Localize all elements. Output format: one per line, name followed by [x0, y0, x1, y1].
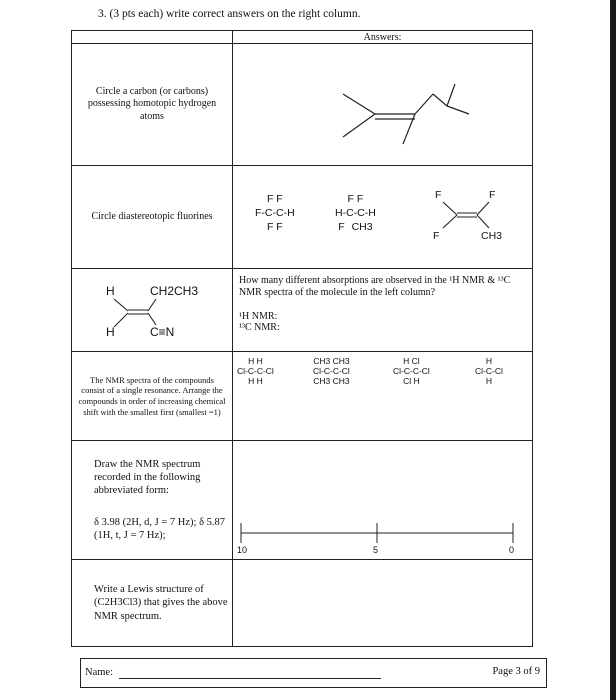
footer-box: [80, 658, 547, 688]
c1-top: H H: [248, 356, 263, 366]
c1-middle: Cl-C-C-Cl: [237, 366, 274, 376]
mol3-f-top-left: F: [435, 189, 442, 201]
h-nmr-label: ¹H NMR:: [239, 311, 278, 322]
acrylonitrile-structure: [72, 269, 232, 351]
mol1-bottom: F F: [266, 221, 283, 233]
tetrachloroethane-structure: [393, 356, 430, 386]
question-heading: [98, 8, 361, 20]
axis-label-5: 5: [373, 545, 379, 555]
bond-isopropyl-1: [433, 94, 447, 106]
row4-prompt-text: The NMR spectra of the compounds consist of a single resonance. Arrange the compounds in order of increasing chemical shift with the smallest first (smallest =1): [78, 374, 226, 417]
dichloro-tetramethylethane-structure: [313, 356, 350, 386]
row4-prompt: [72, 352, 233, 441]
question-text: (3 pts each) write correct answers on the right column.: [109, 8, 361, 20]
c4-bottom: H: [485, 376, 492, 386]
header-left-cell: [72, 31, 233, 44]
dichloromethane-structure: [475, 356, 503, 386]
difluoroalkene-bonds: [429, 188, 519, 248]
nmr-drawing-area[interactable]: [233, 441, 533, 560]
c4-top: H: [485, 356, 492, 366]
row1-answer-cell[interactable]: [233, 44, 533, 166]
row4-answer-cell[interactable]: [233, 352, 533, 441]
row6-prompt: [72, 560, 233, 647]
lewis-structure-answer-area[interactable]: [233, 560, 533, 647]
mol2-bottom-f: F: [338, 221, 345, 233]
bond-left-upper: [343, 94, 375, 114]
c2-bottom: CH3 CH3: [313, 376, 350, 386]
axis-label-0: 0: [509, 545, 515, 555]
bond-right-upper: [415, 94, 433, 114]
c1-bottom: H H: [248, 376, 263, 386]
row2-answer-cell[interactable]: [233, 166, 533, 269]
mol2-middle: H-C-C-H: [335, 207, 376, 219]
axis-label-10: 10: [237, 545, 248, 555]
mol2-bottom-ch3: CH3: [351, 221, 373, 233]
page-number: Page 3 of 9: [492, 666, 540, 677]
row3-answer-cell[interactable]: [233, 269, 533, 352]
question-number: 3.: [98, 8, 107, 20]
c-nmr-label: ¹³C NMR:: [239, 322, 280, 333]
c2-middle: Cl-C-C-Cl: [313, 366, 350, 376]
alkene-skeletal-structure: [233, 44, 533, 162]
nmr-question-text: How many different absorptions are observed in the ¹H NMR & ¹³C NMR spectra of the molecule in the left column?: [239, 275, 511, 298]
answer-table: [71, 30, 533, 647]
difluoro-propane-structure: [335, 192, 376, 234]
row5-nmr-data: δ 3.98 (2H, d, J = 7 Hz); δ 5.87 (1H, t, J = 7 Hz);: [94, 516, 226, 541]
row5-prompt: [72, 441, 233, 560]
name-input-line[interactable]: [119, 678, 381, 679]
acrylonitrile-ethyl: CH2CH3: [150, 284, 199, 298]
mol3-f-top-right: F: [489, 189, 496, 201]
right-edge-shadow: [610, 0, 616, 700]
mol2-top: F F: [347, 193, 364, 205]
mol3-ch3: CH3: [481, 230, 503, 242]
c2-top: CH3 CH3: [313, 356, 350, 366]
acrylonitrile-h2: H: [106, 325, 115, 339]
bond-left-lower: [343, 114, 375, 137]
row1-prompt: [72, 44, 233, 166]
row2-prompt: [72, 166, 233, 269]
row5-prompt-title: Draw the NMR spectrum recorded in the following abbreviated form:: [94, 459, 201, 497]
mol1-top: F F: [266, 193, 283, 205]
tetrafluoroethane-structure: [255, 192, 295, 234]
dichloroethane-structure: [237, 356, 274, 386]
c4-middle: Cl-C-Cl: [475, 366, 503, 376]
row6-prompt-text: Write a Lewis structure of (C2H3Cl3) that gives the above NMR spectrum.: [94, 584, 228, 622]
name-label: Name:: [85, 667, 113, 678]
nmr-axis: [233, 441, 533, 559]
mol2-bottom: [335, 220, 376, 234]
c3-middle: Cl-C-C-Cl: [393, 366, 430, 376]
row1-prompt-text: Circle a carbon (or carbons) possessing homotopic hydrogen atoms: [87, 85, 217, 122]
acrylonitrile-h1: H: [106, 284, 115, 298]
c3-top: H Cl: [403, 356, 420, 366]
c3-bottom: Cl H: [403, 376, 420, 386]
acrylonitrile-cn: C≡N: [150, 325, 175, 339]
row2-prompt-text: Circle diastereotopic fluorines: [91, 210, 213, 222]
row3-prompt: [72, 269, 233, 352]
mol1-middle: F-C-C-H: [255, 207, 295, 219]
bond-isopropyl-2: [447, 84, 455, 106]
mol3-f-bottom-left: F: [433, 230, 440, 242]
difluoroalkene-structure: [429, 188, 519, 248]
bond-isopropyl-3: [447, 106, 469, 114]
answers-header: Answers:: [233, 31, 533, 44]
